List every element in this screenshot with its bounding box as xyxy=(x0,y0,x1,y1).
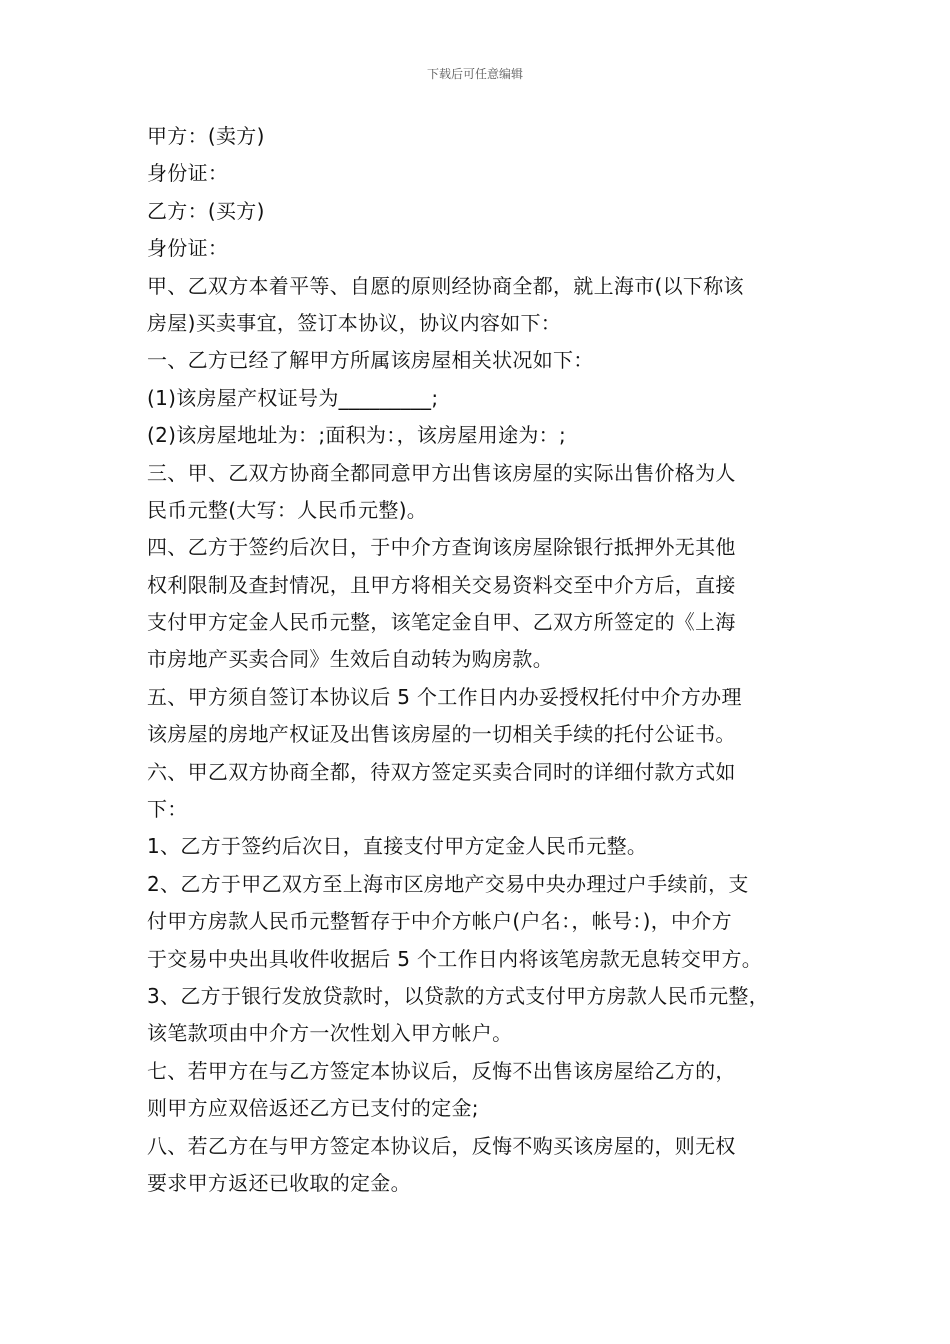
text-line: 1、乙方于签约后次日，直接支付甲方定金人民币元整。 xyxy=(147,834,648,859)
text-line: 八、若乙方在与甲方签定本协议后，反悔不购买该房屋的，则无权 xyxy=(147,1133,736,1158)
text-line: 2、乙方于甲乙双方至上海市区房地产交易中央办理过户手续前，支 xyxy=(147,871,749,896)
text-line: 三、甲、乙双方协商全都同意甲方出售该房屋的实际出售价格为人 xyxy=(147,460,736,485)
text-line: 该房屋的房地产权证及出售该房屋的一切相关手续的托付公证书。 xyxy=(147,722,736,747)
text-line: 下： xyxy=(147,797,188,822)
text-line: 市房地产买卖合同》生效后自动转为购房款。 xyxy=(147,647,553,672)
text-line: 七、若甲方在与乙方签定本协议后，反悔不出售该房屋给乙方的， xyxy=(147,1058,736,1083)
text-line: 支付甲方定金人民币元整，该笔定金自甲、乙双方所签定的《上海 xyxy=(147,610,736,635)
text-line: 民币元整(大写：人民币元整)。 xyxy=(147,497,428,522)
text-line: 四、乙方于签约后次日，于中介方查询该房屋除银行抵押外无其他 xyxy=(147,535,736,560)
text-line: 乙方：(买方) xyxy=(147,198,265,223)
text-line: 付甲方房款人民币元整暂存于中介方帐户(户名：，帐号：)，中介方 xyxy=(147,909,732,934)
text-line: (2)该房屋地址为：;面积为：，该房屋用途为：; xyxy=(147,423,567,448)
text-line: 房屋)买卖事宜，签订本协议，协议内容如下： xyxy=(147,310,562,335)
text-line: 甲、乙双方本着平等、自愿的原则经协商全都，就上海市(以下称该 xyxy=(147,273,744,298)
text-line: 一、乙方已经了解甲方所属该房屋相关状况如下： xyxy=(147,348,594,373)
document-body xyxy=(147,118,807,1202)
text-line: 身份证： xyxy=(147,161,229,186)
text-line: 权利限制及查封情况，且甲方将相关交易资料交至中介方后，直接 xyxy=(147,572,736,597)
text-line: 六、甲乙双方协商全都，待双方签定买卖合同时的详细付款方式如 xyxy=(147,759,736,784)
text-line: 五、甲方须自签订本协议后 5 个工作日内办妥授权托付中介方办理 xyxy=(147,684,742,709)
text-line: 该笔款项由中介方一次性划入甲方帐户。 xyxy=(147,1021,513,1046)
text-line: (1)该房屋产权证号为_________; xyxy=(147,385,439,410)
text-line: 于交易中央出具收件收据后 5 个工作日内将该笔房款无息转交甲方。 xyxy=(147,946,763,971)
text-line: 要求甲方返还已收取的定金。 xyxy=(147,1170,411,1195)
text-line: 甲方：(卖方) xyxy=(147,124,265,148)
text-line: 身份证： xyxy=(147,236,229,261)
text-line: 则甲方应双倍返还乙方已支付的定金; xyxy=(147,1096,479,1121)
page-header: 下载后可任意编辑 xyxy=(426,67,523,81)
text-line: 3、乙方于银行发放贷款时，以贷款的方式支付甲方房款人民币元整， xyxy=(147,983,770,1008)
